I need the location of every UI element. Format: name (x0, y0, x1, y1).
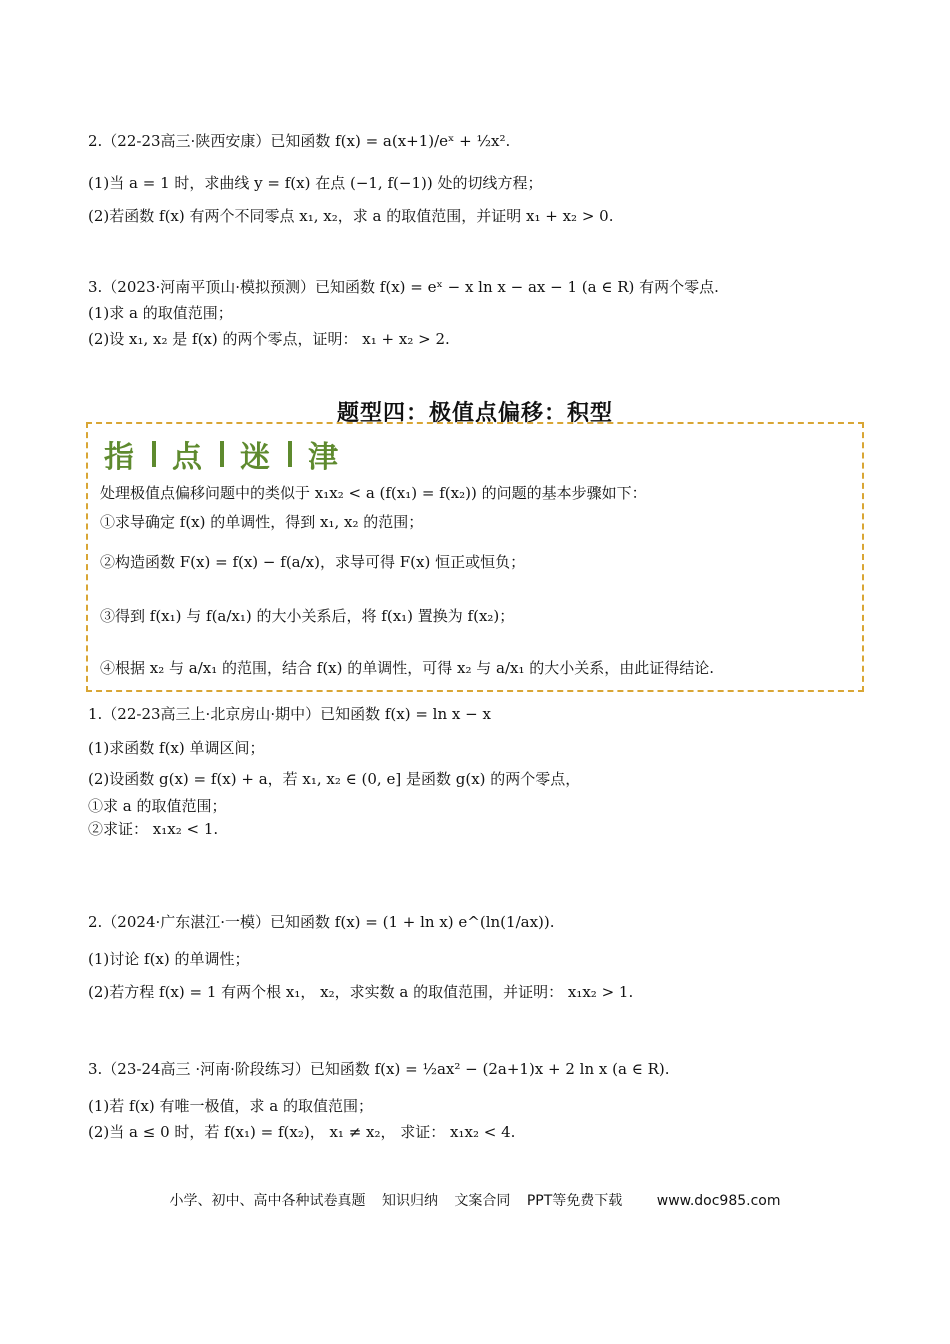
tip-heading-char: 指 (104, 440, 136, 475)
problem-line-p2-2: (2)若函数 f(x) 有两个不同零点 x₁, x₂，求 a 的取值范围，并证明 x₁ + x₂ > 0. (88, 207, 614, 225)
problem-line-q2: 2.（2024·广东湛江·一模）已知函数 f(x) = (1 + ln x) e^(ln(1/ax)). (88, 913, 555, 931)
problem-line-q3: 3.（23-24高三 ·河南·阶段练习）已知函数 f(x) = ½ax² − (2a+1)x + 2 ln x (a ∈ R). (88, 1060, 670, 1078)
problem-line-t1: ①求导确定 f(x) 的单调性，得到 x₁, x₂ 的范围； (100, 513, 424, 531)
footer-item: 小学、初中、高中各种试卷真题 (169, 1193, 366, 1209)
tip-heading-char: 津 (308, 440, 340, 475)
problem-line-p3-1: (1)求 a 的取值范围； (88, 304, 233, 322)
problem-line-t4: ④根据 x₂ 与 a/x₁ 的范围，结合 f(x) 的单调性，可得 x₂ 与 a/x₁ 的大小关系，由此证得结论. (100, 659, 715, 677)
footer-item: PPT等免费下载 (526, 1193, 623, 1209)
tip-heading-divider (220, 441, 224, 467)
footer-item: 知识归纳 (381, 1193, 438, 1209)
problem-line-q1-3: ①求 a 的取值范围； (88, 797, 227, 815)
section-title: 题型四：极值点偏移：积型 (336, 401, 613, 426)
tip-heading (104, 434, 340, 474)
tip-heading-char: 迷 (240, 440, 272, 475)
problem-line-t3: ③得到 f(x₁) 与 f(a/x₁) 的大小关系后，将 f(x₁) 置换为 f(x₂)； (100, 607, 515, 625)
problem-line-q2-2: (2)若方程 f(x) = 1 有两个根 x₁， x₂，求实数 a 的取值范围，并证明： x₁x₂ > 1. (88, 983, 634, 1001)
tip-heading-char: 点 (172, 440, 204, 475)
tip-heading-divider (152, 441, 156, 467)
problem-line-p3-2: (2)设 x₁, x₂ 是 f(x) 的两个零点，证明： x₁ + x₂ > 2. (88, 330, 450, 348)
problem-line-q3-1: (1)若 f(x) 有唯一极值，求 a 的取值范围； (88, 1097, 373, 1115)
footer-item: 文案合同 (454, 1193, 511, 1209)
problem-line-q3-2: (2)当 a ≤ 0 时，若 f(x₁) = f(x₂)， x₁ ≠ x₂， 求证： x₁x₂ < 4. (88, 1123, 516, 1141)
problem-line-t2: ②构造函数 F(x) = f(x) − f(a/x)，求导可得 F(x) 恒正或恒负； (100, 553, 526, 571)
problem-line-q1-1: (1)求函数 f(x) 单调区间； (88, 739, 265, 757)
footer (0, 1190, 950, 1210)
problem-line-p3: 3.（2023·河南平顶山·模拟预测）已知函数 f(x) = eˣ − x ln x − ax − 1 (a ∈ R) 有两个零点. (88, 278, 719, 296)
problem-line-q1-2: (2)设函数 g(x) = f(x) + a，若 x₁, x₂ ∈ (0, e] 是函数 g(x) 的两个零点， (88, 770, 581, 788)
problem-line-p2-1: (1)当 a = 1 时，求曲线 y = f(x) 在点 (−1, f(−1)) 处的切线方程； (88, 174, 543, 192)
problem-line-q1-4: ②求证： x₁x₂ < 1. (88, 820, 219, 838)
problem-line-q2-1: (1)讨论 f(x) 的单调性； (88, 950, 250, 968)
problem-line-p2: 2.（22-23高三·陕西安康）已知函数 f(x) = a(x+1)/eˣ + ½x². (88, 132, 511, 150)
footer-url: www.doc985.com (656, 1193, 781, 1209)
problem-line-q1: 1.（22-23高三上·北京房山·期中）已知函数 f(x) = ln x − x (88, 705, 491, 723)
tip-heading-divider (288, 441, 292, 467)
problem-line-t0: 处理极值点偏移问题中的类似于 x₁x₂ < a (f(x₁) = f(x₂)) 的问题的基本步骤如下： (100, 484, 647, 502)
